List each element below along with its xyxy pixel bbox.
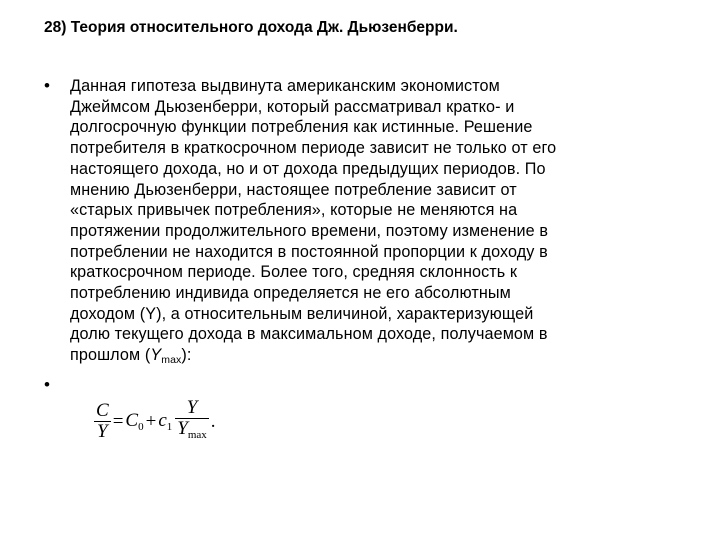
c0-subscript: 0: [138, 421, 144, 433]
body-paragraph: [70, 76, 685, 371]
consumption-formula: [94, 398, 218, 445]
paragraph-line: доходом (Y), а относительным величиной, характеризующей: [70, 304, 534, 323]
formula-period: .: [210, 410, 216, 432]
c0-term: [125, 410, 143, 433]
last-line-variable: Y: [150, 346, 162, 365]
paragraph-last-line: [70, 345, 685, 371]
paragraph-line: потребителя в краткосрочном периоде зависит не только от его: [70, 139, 557, 158]
slide-title: 28) Теория относительного дохода Дж. Дьюзенберри.: [44, 19, 458, 36]
paragraph-line: Джеймсом Дьюзенберри, который рассматривал кратко- и: [70, 97, 515, 116]
paragraph-line: мнению Дьюзенберри, настоящее потребление зависит от: [70, 180, 517, 199]
lhs-numerator: C: [96, 400, 109, 421]
c1-term: [158, 410, 172, 433]
lhs-denominator: Y: [97, 421, 108, 442]
plus-sign: +: [145, 410, 157, 432]
paragraph-line: долю текущего дохода в максимальном доходе, получаемом в: [70, 325, 548, 344]
rhs-denominator-subscript: max: [187, 429, 207, 441]
last-line-suffix: ):: [181, 346, 192, 365]
rhs-denominator-symbol: Y: [177, 418, 188, 439]
last-line-prefix: прошлом (: [70, 346, 151, 365]
equals-sign: =: [112, 410, 124, 432]
bullet-point: •: [44, 375, 50, 394]
paragraph-line: долгосрочную функции потребления как истинные. Решение: [70, 118, 533, 137]
c1-symbol: c: [158, 410, 167, 431]
lhs-fraction: [94, 401, 111, 442]
rhs-fraction: [175, 398, 209, 445]
rhs-numerator: Y: [175, 398, 209, 419]
paragraph-line: краткосрочном периоде. Более того, средняя склонность к: [70, 263, 518, 282]
paragraph-line: «старых привычек потребления», которые не меняются на: [70, 201, 518, 220]
paragraph-line: протяжении продолжительного времени, поэтому изменение в: [70, 221, 549, 240]
paragraph-line: Данная гипотеза выдвинута американским экономистом: [70, 77, 500, 95]
paragraph-line: потреблении не находится в постоянной пропорции к доходу в: [70, 242, 548, 261]
paragraph-line: потреблению индивида определяется не его абсолютным: [70, 284, 511, 303]
paragraph-line: настоящего дохода, но и от дохода предыдущих периодов. По: [70, 159, 546, 178]
last-line-subscript: max: [161, 354, 182, 367]
c1-subscript: 1: [166, 421, 173, 433]
rhs-denominator: [175, 419, 209, 445]
bullet-point: •: [44, 76, 50, 95]
c0-symbol: C: [125, 410, 139, 431]
